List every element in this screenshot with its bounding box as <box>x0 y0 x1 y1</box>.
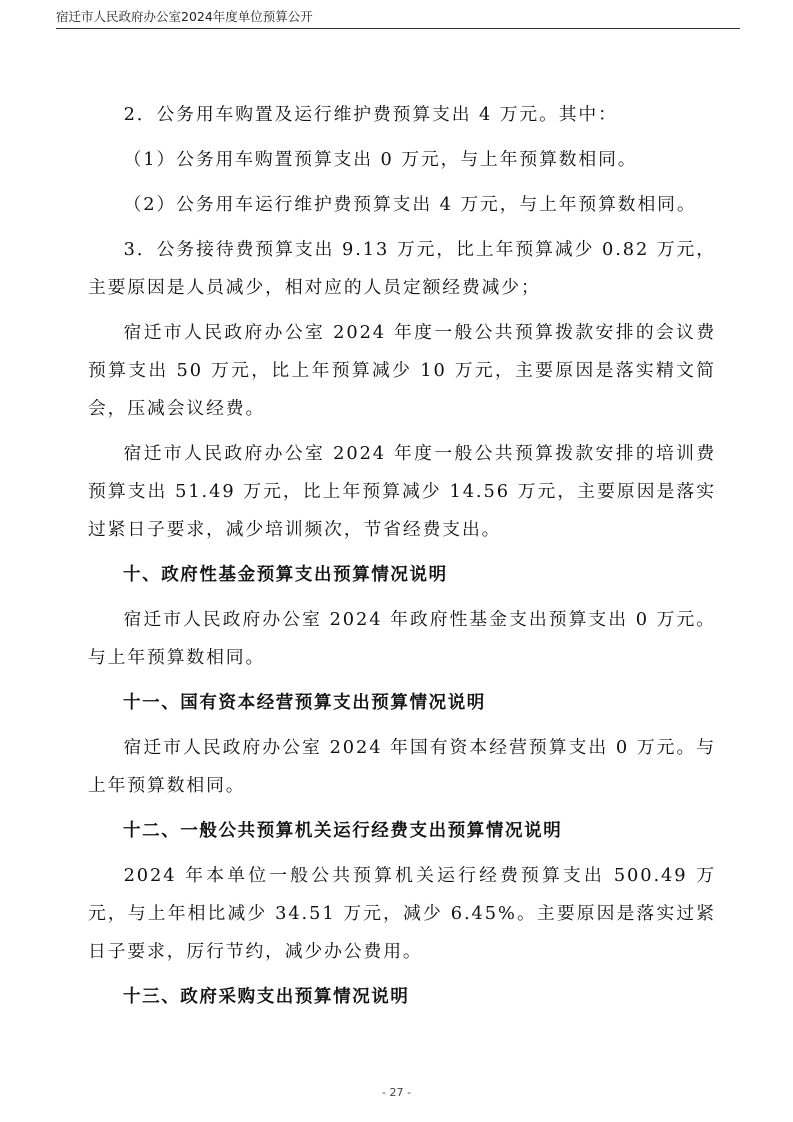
paragraph-meeting-fee: 宿迁市人民政府办公室 2024 年度一般公共预算拨款安排的会议费预算支出 50 万元，比上年预算减少 10 万元，主要原因是落实精文简会，压减会议经费。 <box>88 322 716 419</box>
section-heading-10: 十、政府性基金预算支出预算情况说明 <box>123 565 448 585</box>
running-header: 宿迁市人民政府办公室2024年度单位预算公开 <box>56 8 740 29</box>
paragraph-reception: 3．公务接待费预算支出 9.13 万元，比上年预算减少 0.82 万元，主要原因是人员减少，相对应的人员定额经费减少； <box>88 239 716 298</box>
paragraph-training-fee: 宿迁市人民政府办公室 2024 年度一般公共预算拨款安排的培训费预算支出 51.49 万元，比上年预算减少 14.56 万元，主要原因是落实过紧日子要求，减少培训频次，节省经费支出。 <box>88 443 716 540</box>
document-body <box>88 96 716 1023</box>
paragraph-fund-budget: 宿迁市人民政府办公室 2024 年政府性基金支出预算支出 0 万元。与上年预算数相同。 <box>88 609 716 668</box>
paragraph-vehicle-total: 2．公务用车购置及运行维护费预算支出 4 万元。其中： <box>123 104 618 125</box>
section-heading-13: 十三、政府采购支出预算情况说明 <box>123 987 410 1007</box>
section-heading-12: 十二、一般公共预算机关运行经费支出预算情况说明 <box>123 821 563 841</box>
paragraph-vehicle-maintenance: （2）公务用车运行维护费预算支出 4 万元，与上年预算数相同。 <box>123 194 697 215</box>
section-heading-11: 十一、国有资本经营预算支出预算情况说明 <box>123 693 486 713</box>
paragraph-operating-costs: 2024 年本单位一般公共预算机关运行经费预算支出 500.49 万元，与上年相比减少 34.51 万元，减少 6.45%。主要原因是落实过紧日子要求，厉行节约，减少办公费用。 <box>88 865 716 962</box>
paragraph-state-capital: 宿迁市人民政府办公室 2024 年国有资本经营预算支出 0 万元。与上年预算数相同。 <box>88 737 716 796</box>
paragraph-vehicle-purchase: （1）公务用车购置预算支出 0 万元，与上年预算数相同。 <box>123 149 638 170</box>
page-number: - 27 - <box>382 1086 411 1099</box>
